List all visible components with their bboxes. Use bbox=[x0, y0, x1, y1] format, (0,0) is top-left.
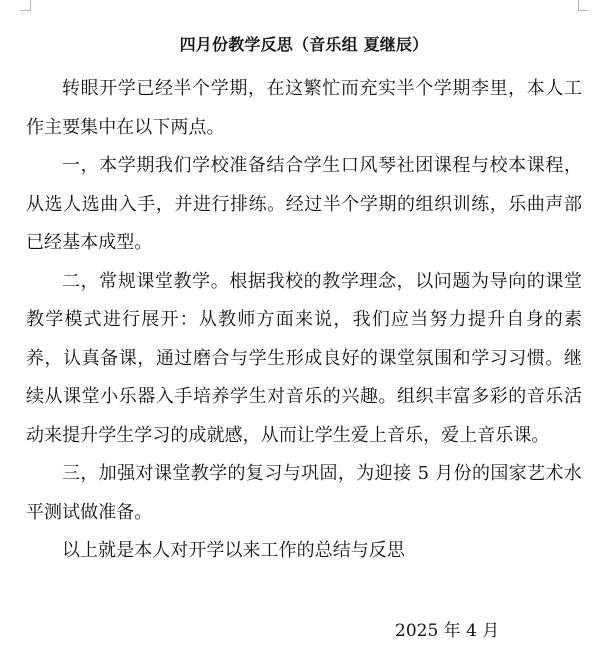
paragraph-intro: 转眼开学已经半个学期，在这繁忙而充实半个学期李里，本人工作主要集中在以下两点。 bbox=[26, 78, 582, 138]
document-title: 四月份教学反思（音乐组 夏继辰） bbox=[179, 35, 429, 54]
crop-mark-top-right bbox=[578, 0, 589, 11]
crop-mark-top-left bbox=[20, 0, 31, 11]
document-body bbox=[26, 30, 582, 571]
document-date: 2025 年 4 月 bbox=[395, 621, 500, 641]
paragraph-point-three: 三，加强对课堂教学的复习与巩固，为迎接 5 月份的国家艺术水平测试做准备。 bbox=[26, 463, 582, 523]
paragraph-point-two: 二，常规课堂教学。根据我校的教学理念，以问题为导向的课堂教学模式进行展开：从教师方面来说，我们应当努力提升自身的素养，认真备课，通过磨合与学生形成良好的课堂氛围和学习习惯。继续从课堂小乐器入手培养学生对音乐的兴趣。组织丰富多彩的音乐活动来提升学生学习的成就感，从而让学生爱上音乐，爱上音乐课。 bbox=[26, 270, 582, 446]
paragraph-conclusion: 以上就是本人对开学以来工作的总结与反思 bbox=[62, 540, 405, 561]
paragraph-point-one: 一，本学期我们学校准备结合学生口风琴社团课程与校本课程，从选人选曲入手，并进行排练。经过半个学期的组织训练，乐曲声部已经基本成型。 bbox=[26, 155, 582, 253]
